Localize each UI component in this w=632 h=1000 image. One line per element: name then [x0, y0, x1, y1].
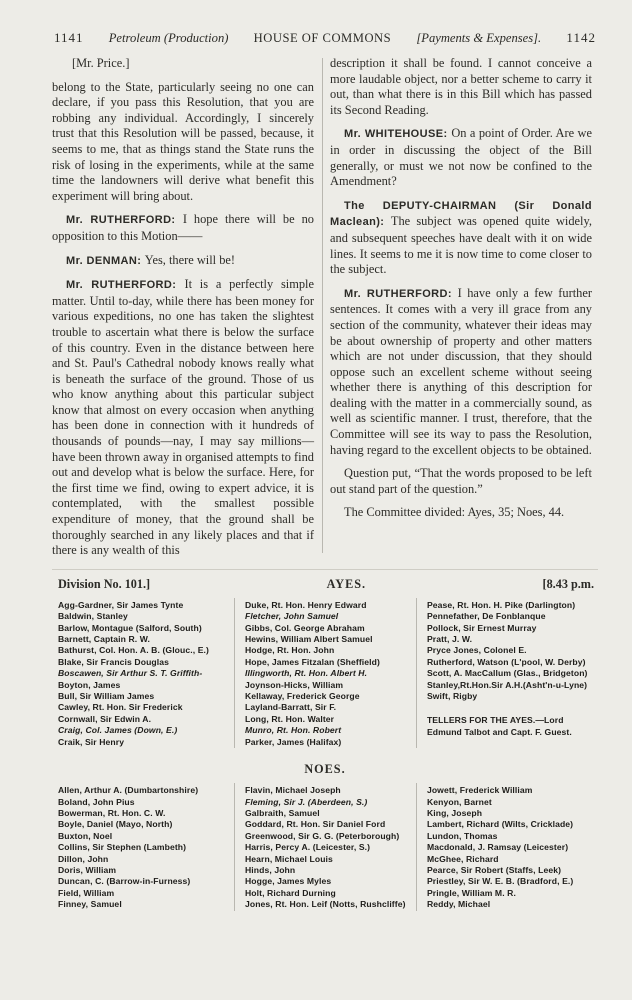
ayes-list	[52, 598, 598, 748]
mp-name: Baldwin, Stanley	[58, 611, 128, 622]
speech-paragraph: The DEPUTY-CHAIRMAN (Sir Donald Maclean): The subject was opened quite widely, and subsequent speeches have dealt with it on wide lines. It seems to me it is now time to come closer to the subject.	[330, 199, 592, 277]
mp-name: Dillon, John	[58, 853, 109, 864]
mp-name: Buxton, Noel	[58, 830, 113, 841]
debate-column-right	[330, 56, 592, 559]
mp-name: Doris, William	[58, 864, 117, 875]
mp-name: Hearn, Michael Louis	[244, 853, 333, 864]
mp-name: Flavin, Michael Joseph	[244, 785, 341, 796]
mp-name: Boscawen, Sir Arthur S. T. Griffith-	[58, 668, 203, 679]
speaker-name: Mr. RUTHERFORD:	[66, 279, 185, 292]
division-name-column	[52, 783, 234, 910]
mp-name: Barnett, Captain R. W.	[58, 634, 150, 645]
mp-name: King, Joseph	[426, 807, 483, 818]
mp-name: Craig, Col. James (Down, E.)	[58, 725, 178, 736]
column-divider	[322, 58, 323, 553]
division-time: [8.43 p.m.	[542, 576, 594, 591]
running-title-right: [Payments & Expenses].	[416, 31, 542, 45]
mp-name: Bowerman, Rt. Hon. C. W.	[58, 807, 166, 818]
mp-name: Hogge, James Myles	[244, 876, 332, 887]
mp-name: Hodge, Rt. Hon. John	[244, 645, 335, 656]
speech-paragraph: Mr. RUTHERFORD: I have only a few further sentences. It comes with a very ill grace from any section of the community, whatever their ideas may be about ownership of property and other matters which are not under discussion, that they should oppose such an excellent scheme without seeing whether there is anything of this description for dealing with the matter in a commercially sound, as well as scientific manner. I trust, therefore, that the Committee will see its way to pass the Resolution, having regard to the excellent objects to be obtained.	[330, 285, 592, 457]
noes-list	[52, 783, 598, 910]
mp-name: Fleming, Sir J. (Aberdeen, S.)	[244, 796, 368, 807]
body-paragraph: Question put, “That the words proposed to be left out stand part of the question.”	[330, 466, 592, 496]
mp-name: Agg-Gardner, Sir James Tynte	[58, 599, 184, 610]
mp-name: Illingworth, Rt. Hon. Albert H.	[244, 668, 368, 679]
debate-column-left	[52, 56, 314, 559]
mp-name: Gibbs, Col. George Abraham	[244, 622, 365, 633]
mp-name: Lambert, Richard (Wilts, Cricklade)	[426, 819, 574, 830]
mp-name: Harris, Percy A. (Leicester, S.)	[244, 842, 371, 853]
mp-name: Blake, Sir Francis Douglas	[58, 656, 170, 667]
division-name-column	[416, 783, 598, 910]
mp-name: Joynson-Hicks, William	[244, 679, 344, 690]
mp-name: Jones, Rt. Hon. Leif (Notts, Rushcliffe)	[244, 899, 406, 910]
mp-name: Bull, Sir William James	[58, 691, 155, 702]
mp-name: Duke, Rt. Hon. Henry Edward	[244, 599, 367, 610]
mp-name: Pratt, J. W.	[426, 634, 473, 645]
division-name-column	[416, 598, 598, 748]
division-name-column	[234, 783, 416, 910]
debate-columns	[52, 56, 598, 559]
mp-name: Layland-Barratt, Sir F.	[244, 702, 337, 713]
running-title-center: HOUSE OF COMMONS	[253, 31, 392, 45]
division-number: Division No. 101.]	[58, 576, 151, 591]
mp-name: Pryce Jones, Colonel E.	[426, 645, 527, 656]
mp-name: Pearce, Sir Robert (Staffs, Leek)	[426, 864, 562, 875]
division-header	[52, 577, 598, 598]
mp-name: McGhee, Richard	[426, 853, 499, 864]
mp-name: Finney, Samuel	[58, 899, 122, 910]
speaker-name: Mr. WHITEHOUSE:	[344, 128, 452, 141]
mp-name: Swift, Rigby	[426, 691, 478, 702]
division-name-column	[234, 598, 416, 748]
mp-name: Duncan, C. (Barrow-in-Furness)	[58, 876, 191, 887]
mp-name: Reddy, Michael	[426, 899, 491, 910]
body-paragraph: The Committee divided: Ayes, 35; Noes, 44.	[344, 505, 565, 520]
mp-name: Pringle, William M. R.	[426, 887, 516, 898]
mp-name: Scott, A. MacCallum (Glas., Bridgeton)	[426, 668, 588, 679]
mp-name: Collins, Sir Stephen (Lambeth)	[58, 842, 187, 853]
body-paragraph: description it shall be found. I cannot conceive a more laudable object, nor a better scheme to carry it out, than what there is in this Bill which has passed its Second Reading.	[330, 56, 592, 117]
tellers-note: TELLERS FOR THE AYES.—Lord Edmund Talbot and Capt. F. Guest.	[426, 715, 572, 738]
ayes-title: AYES.	[326, 576, 367, 591]
mp-name: Macdonald, J. Ramsay (Leicester)	[426, 842, 569, 853]
running-title-left: Petroleum (Production)	[108, 31, 229, 45]
division-name-column	[52, 598, 234, 748]
mp-name: Pollock, Sir Ernest Murray	[426, 622, 537, 633]
mp-name: Munro, Rt. Hon. Robert	[244, 725, 342, 736]
running-header	[52, 30, 598, 46]
mp-name: Boyton, James	[58, 679, 121, 690]
mp-name: Jowett, Frederick William	[426, 785, 533, 796]
mp-name: Kellaway, Frederick George	[244, 691, 360, 702]
mp-name: Allen, Arthur A. (Dumbartonshire)	[58, 785, 199, 796]
mp-name: Fletcher, John Samuel	[244, 611, 339, 622]
mp-name: Pennefather, De Fonblanque	[426, 611, 546, 622]
mp-name: Cawley, Rt. Hon. Sir Frederick	[58, 702, 183, 713]
speech-paragraph: Mr. DENMAN: Yes, there will be!	[66, 252, 236, 267]
mp-name: Goddard, Rt. Hon. Sir Daniel Ford	[244, 819, 386, 830]
mp-name: Bathurst, Col. Hon. A. B. (Glouc., E.)	[58, 645, 210, 656]
mp-name: Galbraith, Samuel	[244, 807, 320, 818]
page-number-left: 1141	[54, 30, 84, 45]
speaker-name: The DEPUTY-CHAIRMAN (Sir Donald Maclean):	[330, 199, 592, 229]
mp-name: Rutherford, Watson (L'pool, W. Derby)	[426, 656, 586, 667]
speech-paragraph: Mr. WHITEHOUSE: On a point of Order. Are we in order in discussing the object of the Bill generally, or must we not now be confined to the Amendment?	[330, 126, 593, 189]
mp-name: Lundon, Thomas	[426, 830, 498, 841]
mp-name: Barlow, Montague (Salford, South)	[58, 622, 202, 633]
continuation-byline: [Mr. Price.]	[72, 56, 130, 70]
mp-name: Parker, James (Halifax)	[244, 736, 342, 747]
page-number-right: 1142	[566, 30, 596, 45]
noes-title: NOES.	[304, 762, 346, 777]
speaker-name: Mr. DENMAN:	[66, 254, 145, 267]
mp-name: Holt, Richard Durning	[244, 887, 336, 898]
mp-name: Pease, Rt. Hon. H. Pike (Darlington)	[426, 599, 576, 610]
mp-name: Priestley, Sir W. E. B. (Bradford, E.)	[426, 876, 574, 887]
mp-name: Boyle, Daniel (Mayo, North)	[58, 819, 173, 830]
mp-name: Stanley,Rt.Hon.Sir A.H.(Asht'n-u-Lyne)	[426, 679, 588, 690]
mp-name: Hewins, William Albert Samuel	[244, 634, 373, 645]
division-section	[52, 569, 598, 911]
speaker-name: Mr. RUTHERFORD:	[344, 287, 458, 300]
speaker-name: Mr. RUTHERFORD:	[66, 214, 183, 227]
speech-paragraph: Mr. RUTHERFORD: I hope there will be no opposition to this Motion——	[52, 212, 314, 243]
mp-name: Hinds, John	[244, 864, 296, 875]
mp-name: Field, William	[58, 887, 115, 898]
mp-name: Long, Rt. Hon. Walter	[244, 713, 335, 724]
mp-name: Boland, John Pius	[58, 796, 135, 807]
speech-paragraph: Mr. RUTHERFORD: It is a perfectly simple matter. Until to-day, while there has been money for various expeditions, no one has taken the slightest trouble to ascertain what there is below the surface of this country. Even in the distance between here and St. Paul's Cathedral nobody knows really what is beneath the surface of the ground. Those of us who know anything about this particular subject know that almost on every occasion when anything has been done in connection with it hundreds of thousands of pounds—nay, I may say millions—have been thrown away in organised attempts to find out and develop what is below the surface. Here, for the first time we find, owing to expert advice, it is contemplated, with the smallest possible expenditure of money, that the ground shall be thoroughly searched in any likely places and that if there is any wealth of this	[52, 277, 314, 558]
body-paragraph: belong to the State, particularly seeing no one can declare, if you pass this Resolution, that you are robbing any individual. Accordingly, I sincerely trust that this Resolution will be passed, because, it seems to me, that as things stand the State runs the risk of losing in the experiments, while at the same time the landowners will derive what benefit this experiment will bring about.	[52, 79, 314, 203]
mp-name: Hope, James Fitzalan (Sheffield)	[244, 656, 380, 667]
mp-name: Cornwall, Sir Edwin A.	[58, 713, 152, 724]
mp-name: Greenwood, Sir G. G. (Peterborough)	[244, 830, 400, 841]
mp-name: Craik, Sir Henry	[58, 736, 125, 747]
mp-name: Kenyon, Barnet	[426, 796, 492, 807]
